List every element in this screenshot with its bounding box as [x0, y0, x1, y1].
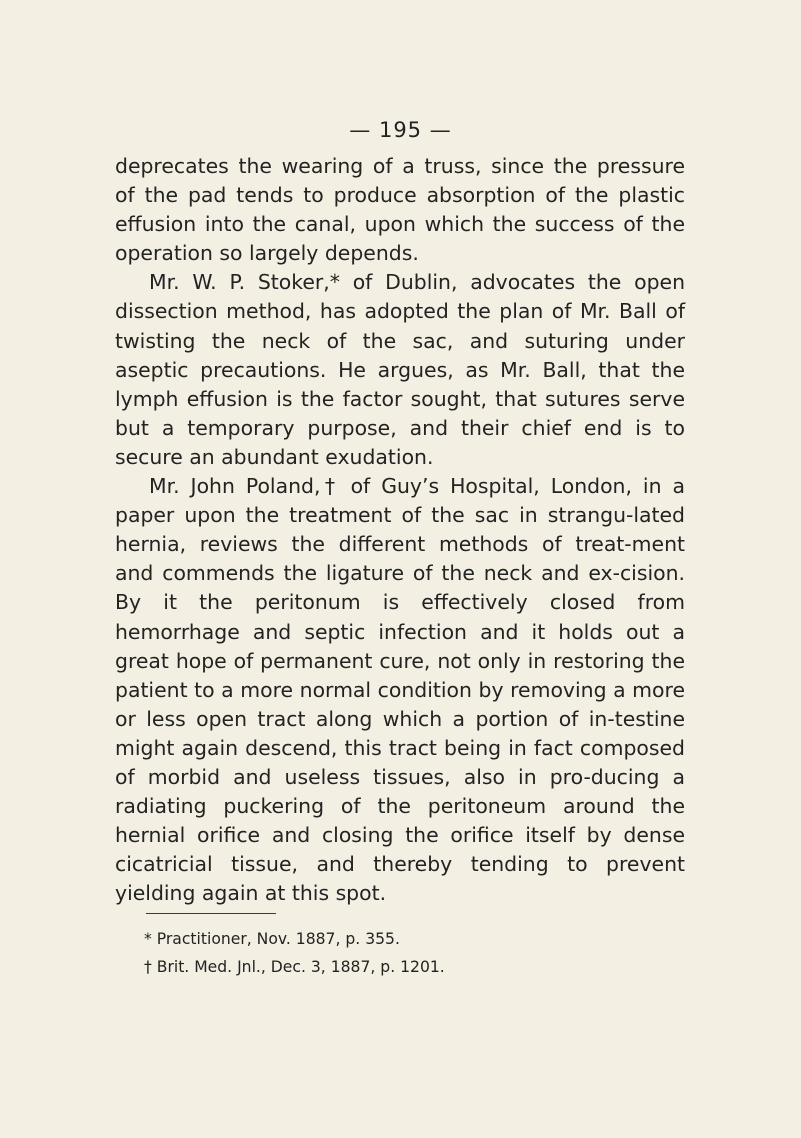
- footnote-brit-med-jnl: † Brit. Med. Jnl., Dec. 3, 1887, p. 1201.: [144, 958, 445, 976]
- footnote-rule: [146, 913, 276, 914]
- footnote-practitioner: * Practitioner, Nov. 1887, p. 355.: [144, 930, 400, 948]
- paragraph-poland: Mr. John Poland,† of Guy’s Hospital, London, in a paper upon the treatment of the sac in strangu-lated hernia, reviews the different methods of treat-ment and commends the ligature of the neck and ex-cision. By it the peritonum is effectively closed from hemorrhage and septic infection and it holds out a great hope of permanent cure, not only in restoring the patient to a more normal condition by removing a more or less open tract along which a portion of in-testine might again descend, this tract being in fact composed of morbid and useless tissues, also in pro-ducing a radiating puckering of the peritoneum around the hernial orifice and closing the orifice itself by dense cicatricial tissue, and thereby tending to prevent yielding again at this spot.: [115, 474, 685, 906]
- paragraph-continuation: deprecates the wearing of a truss, since the pressure of the pad tends to produce absorption of the plastic effusion into the canal, upon which the success of the operation so largely depends.: [115, 154, 685, 266]
- footnotes: [144, 925, 704, 981]
- page-number: — 195 —: [349, 118, 452, 142]
- paragraph-stoker: Mr. W. P. Stoker,* of Dublin, advocates the open dissection method, has adopted the plan of Mr. Ball of twisting the neck of the sac, and suturing under aseptic precautions. He argues, as Mr. Ball, that the lymph effusion is the factor sought, that sutures serve but a temporary purpose, and their chief end is to secure an abundant exudation.: [115, 270, 685, 469]
- body-text: [115, 152, 685, 908]
